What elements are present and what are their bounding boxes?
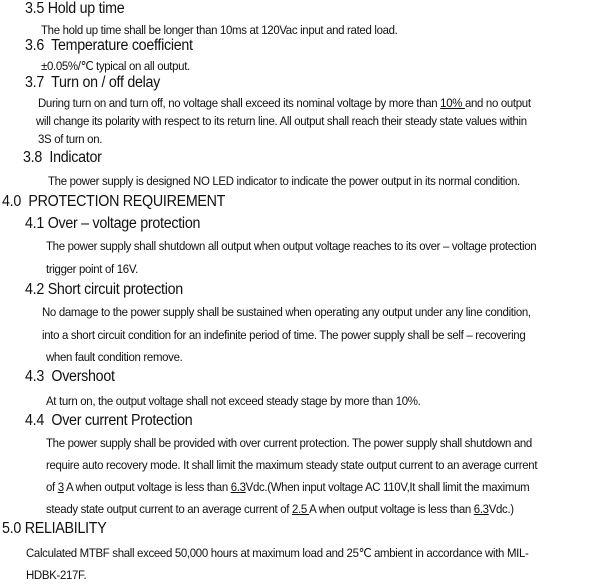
section-5-0-heading [2,520,106,538]
text-run: During turn on and turn off, no voltage shall exceed its nominal voltage by more than [38,96,441,110]
section-4-2-body-line-3: when fault condition remove. [46,350,183,364]
section-title: Hold up time [47,0,125,17]
section-number: 3.6 [25,37,45,54]
section-4-3-body: At turn on, the output voltage shall not exceed steady stage by more than 10%. [46,394,421,408]
underlined-value: 2.5 [291,502,310,516]
section-number: 4.3 [25,368,45,385]
section-4-4-body-line-1: The power supply shall be provided with over current protection. The power supply shall shutdown and [46,436,532,450]
section-title: RELIABILITY [24,520,107,537]
section-title: Over current Protection [51,412,193,429]
section-5-0-body-line-1: Calculated MTBF shall exceed 50,000 hours at maximum load and 25℃ ambient in accordance with MIL- [26,546,529,560]
section-3-8-body: The power supply is designed NO LED indicator to indicate the power output in its normal condition. [48,174,520,188]
text-run: steady state output current to an average current of [46,502,292,516]
section-4-1-body-line-2: trigger point of 16V. [46,262,138,276]
section-title: Turn on / off delay [51,74,161,91]
section-number: 3.5 [25,0,45,17]
section-4-3-heading [25,368,115,386]
text-run: A when output voltage is less than [63,480,231,494]
underlined-value: 3 [57,480,64,494]
section-number: 3.7 [25,74,45,91]
section-title: Over – voltage protection [47,215,201,232]
section-3-5-heading [25,0,124,18]
section-3-7-body-line-2: will change its polarity with respect to its return line. All output shall reach their steady state values within [36,114,527,128]
section-3-8-heading [23,149,102,167]
section-number: 4.4 [25,412,45,429]
section-3-5-body: The hold up time shall be longer than 10ms at 120Vac input and rated load. [41,23,398,37]
section-number: 5.0 [2,520,22,537]
section-4-0-heading [2,193,225,211]
section-number: 3.8 [23,149,43,166]
text-run: A when output voltage is less than [309,502,474,516]
section-4-2-body-line-1: No damage to the power supply shall be sustained when operating any output under any line condition, [42,305,531,319]
section-title: Temperature coefficient [51,37,193,54]
section-title: Indicator [49,149,102,166]
section-3-7-body-line-1 [38,96,531,110]
text-run: Vdc.(When input voltage AC 110V,It shall limit the maximum [245,480,530,494]
section-4-4-body-line-2: require auto recovery mode. It shall limit the maximum steady state output current to an average current [46,458,538,472]
section-number: 4.0 [2,193,22,210]
text-run: Vdc.) [488,502,514,516]
section-4-1-heading [25,215,200,233]
section-4-1-body-line-1: The power supply shall shutdown all output when output voltage reaches to its over – voltage protection [46,239,537,253]
section-3-6-heading [25,37,193,55]
text-run: and no output [464,96,531,110]
section-title: PROTECTION REQUIREMENT [28,193,226,210]
section-title: Overshoot [51,368,115,385]
section-4-4-body-line-3 [46,480,529,494]
section-4-2-body-line-2: into a short circuit condition for an indefinite period of time. The power supply shall be self – recovering [42,328,526,342]
section-4-4-body-line-4 [46,502,514,516]
section-3-7-body-line-3: 3S of turn on. [38,132,103,146]
section-number: 4.2 [25,281,45,298]
underlined-value: 6.3 [473,502,489,516]
section-3-7-heading [25,74,160,92]
section-number: 4.1 [25,215,45,232]
section-3-6-body: ±0.05%/℃ typical on all output. [41,59,190,73]
section-4-2-heading [25,281,183,299]
section-5-0-body-line-2: HDBK-217F. [26,568,87,582]
section-title: Short circuit protection [47,281,183,298]
underlined-value: 6.3 [230,480,246,494]
underlined-value: 10% [440,96,465,110]
text-run: of [46,480,58,494]
section-4-4-heading [25,412,192,430]
